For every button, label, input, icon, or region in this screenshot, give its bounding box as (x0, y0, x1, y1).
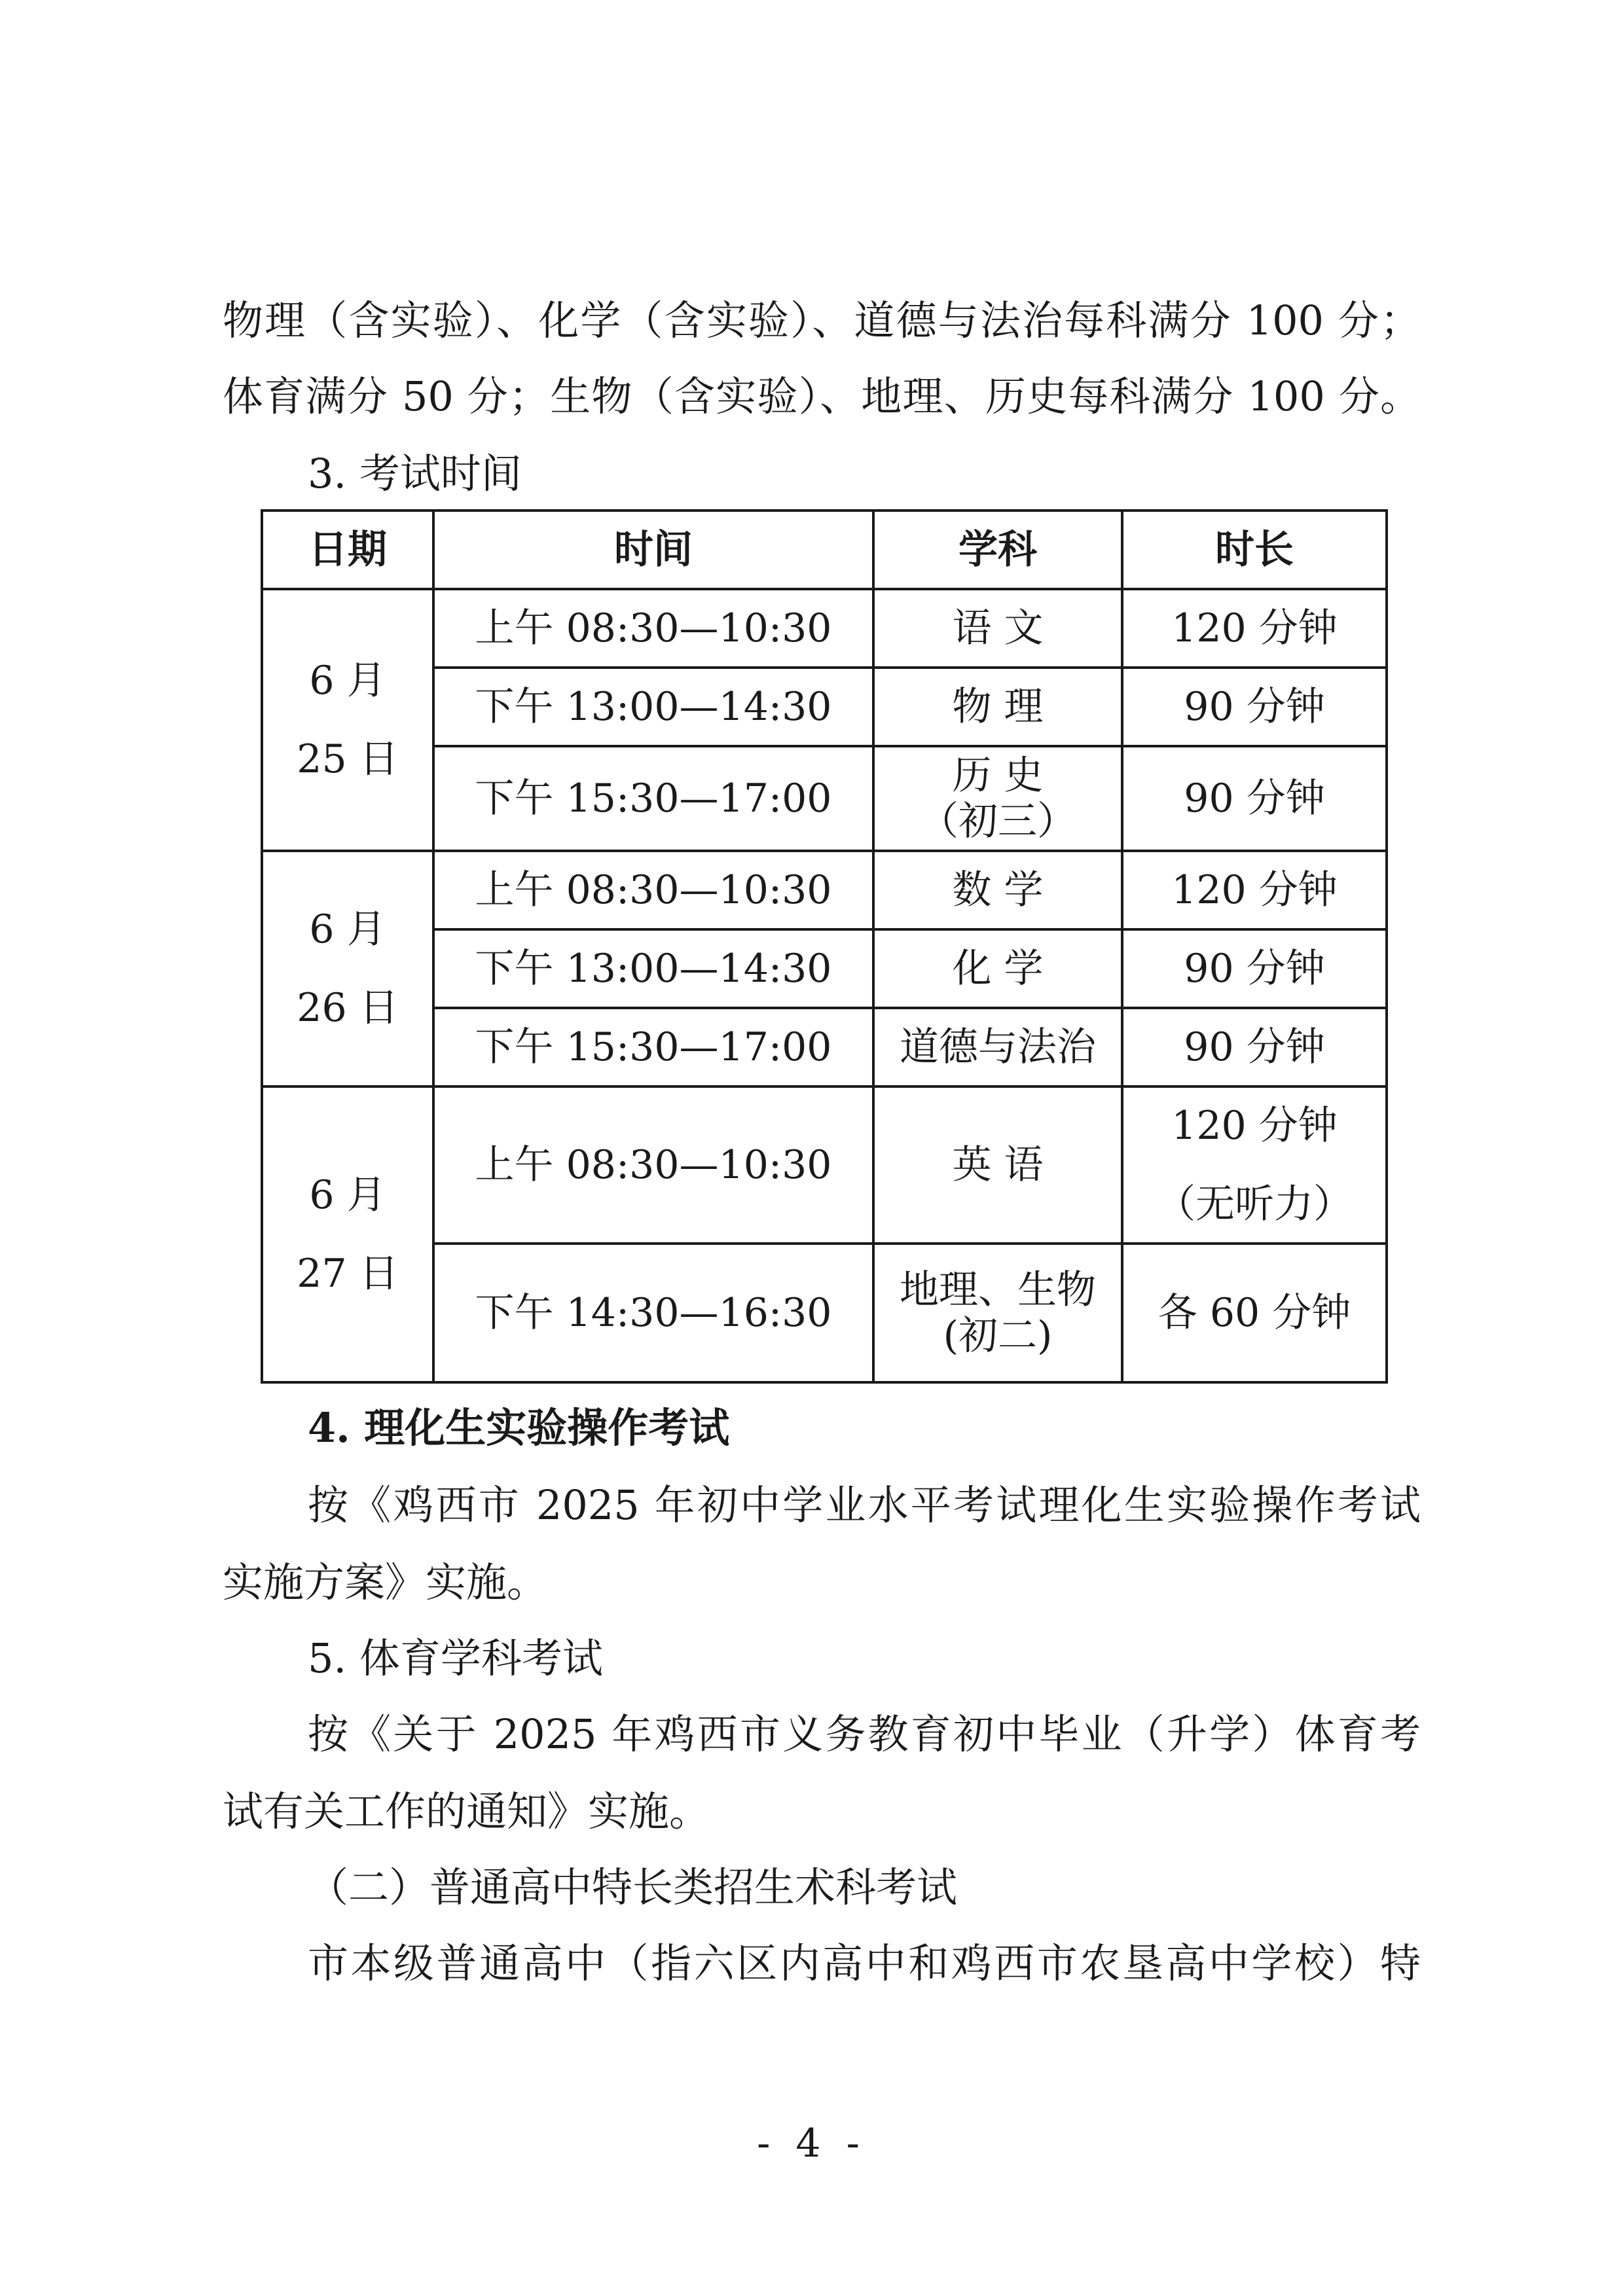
duration-cell: 120 分钟 (1122, 851, 1387, 929)
date-month: 6 月 (309, 658, 386, 704)
paragraph-line: 按《关于 2025 年鸡西市义务教育初中毕业（升学）体育考 (308, 1710, 1421, 1758)
duration-note: （无听力） (1156, 1181, 1353, 1227)
subject-cell: 数 学 (873, 851, 1122, 929)
subject-line: 历 史 (952, 753, 1044, 798)
section-heading-exam-time: 3. 考试时间 (308, 450, 522, 497)
date-cell (262, 1086, 433, 1382)
header-date: 日期 (262, 511, 433, 589)
time-cell: 上午 08:30—10:30 (433, 1086, 873, 1244)
paragraph-line: 物理（含实验）、化学（含实验）、道德与法治每科满分 100 分； (223, 296, 1421, 344)
table-row (262, 589, 1387, 668)
date-month: 6 月 (309, 906, 386, 952)
subject-line: 地理、生物 (900, 1267, 1096, 1313)
header-duration: 时长 (1122, 511, 1387, 589)
table-row (262, 1086, 1387, 1244)
table-header-row (262, 511, 1387, 589)
subject-cell: 物 理 (873, 668, 1122, 746)
duration-cell: 120 分钟 (1122, 589, 1387, 668)
section-heading-special-talent: （二）普通高中特长类招生术科考试 (308, 1863, 958, 1911)
section-heading-pe-exam: 5. 体育学科考试 (308, 1634, 603, 1682)
paragraph-line: 试有关工作的通知》实施。 (223, 1787, 710, 1835)
subject-cell: 英 语 (873, 1086, 1122, 1244)
subject-cell (873, 746, 1122, 851)
time-cell: 下午 13:00—14:30 (433, 668, 873, 746)
table-row (262, 851, 1387, 929)
date-day: 26 日 (297, 985, 399, 1031)
header-time: 时间 (433, 511, 873, 589)
subject-cell: 化 学 (873, 929, 1122, 1008)
time-cell: 下午 14:30—16:30 (433, 1244, 873, 1382)
duration-cell: 各 60 分钟 (1122, 1244, 1387, 1382)
header-subject: 学科 (873, 511, 1122, 589)
paragraph-line: 体育满分 50 分；生物（含实验）、地理、历史每科满分 100 分。 (223, 372, 1421, 420)
time-cell: 下午 15:30—17:00 (433, 746, 873, 851)
time-cell: 上午 08:30—10:30 (433, 589, 873, 668)
subject-note: （初三） (919, 798, 1076, 844)
paragraph-line: 市本级普通高中（指六区内高中和鸡西市农垦高中学校）特 (308, 1939, 1421, 1987)
time-cell: 上午 08:30—10:30 (433, 851, 873, 929)
duration-cell (1122, 1086, 1387, 1244)
duration-cell: 90 分钟 (1122, 746, 1387, 851)
subject-cell: 语 文 (873, 589, 1122, 668)
duration-cell: 90 分钟 (1122, 1008, 1387, 1086)
time-cell: 下午 15:30—17:00 (433, 1008, 873, 1086)
subject-cell (873, 1244, 1122, 1382)
exam-schedule-table (261, 509, 1388, 1384)
subject-note: (初二) (943, 1313, 1053, 1359)
paragraph-line: 实施方案》实施。 (223, 1558, 548, 1606)
duration-cell: 90 分钟 (1122, 668, 1387, 746)
date-cell (262, 851, 433, 1086)
subject-cell: 道德与法治 (873, 1008, 1122, 1086)
time-cell: 下午 13:00—14:30 (433, 929, 873, 1008)
date-month: 6 月 (309, 1172, 386, 1218)
date-day: 25 日 (297, 736, 399, 782)
date-cell (262, 589, 433, 851)
date-day: 27 日 (297, 1251, 399, 1297)
duration-line: 120 分钟 (1171, 1103, 1338, 1149)
page-number: - 4 - (757, 2121, 866, 2166)
section-heading-lab-exam: 4. 理化生实验操作考试 (308, 1404, 730, 1452)
duration-cell: 90 分钟 (1122, 929, 1387, 1008)
paragraph-line: 按《鸡西市 2025 年初中学业水平考试理化生实验操作考试 (308, 1481, 1421, 1529)
